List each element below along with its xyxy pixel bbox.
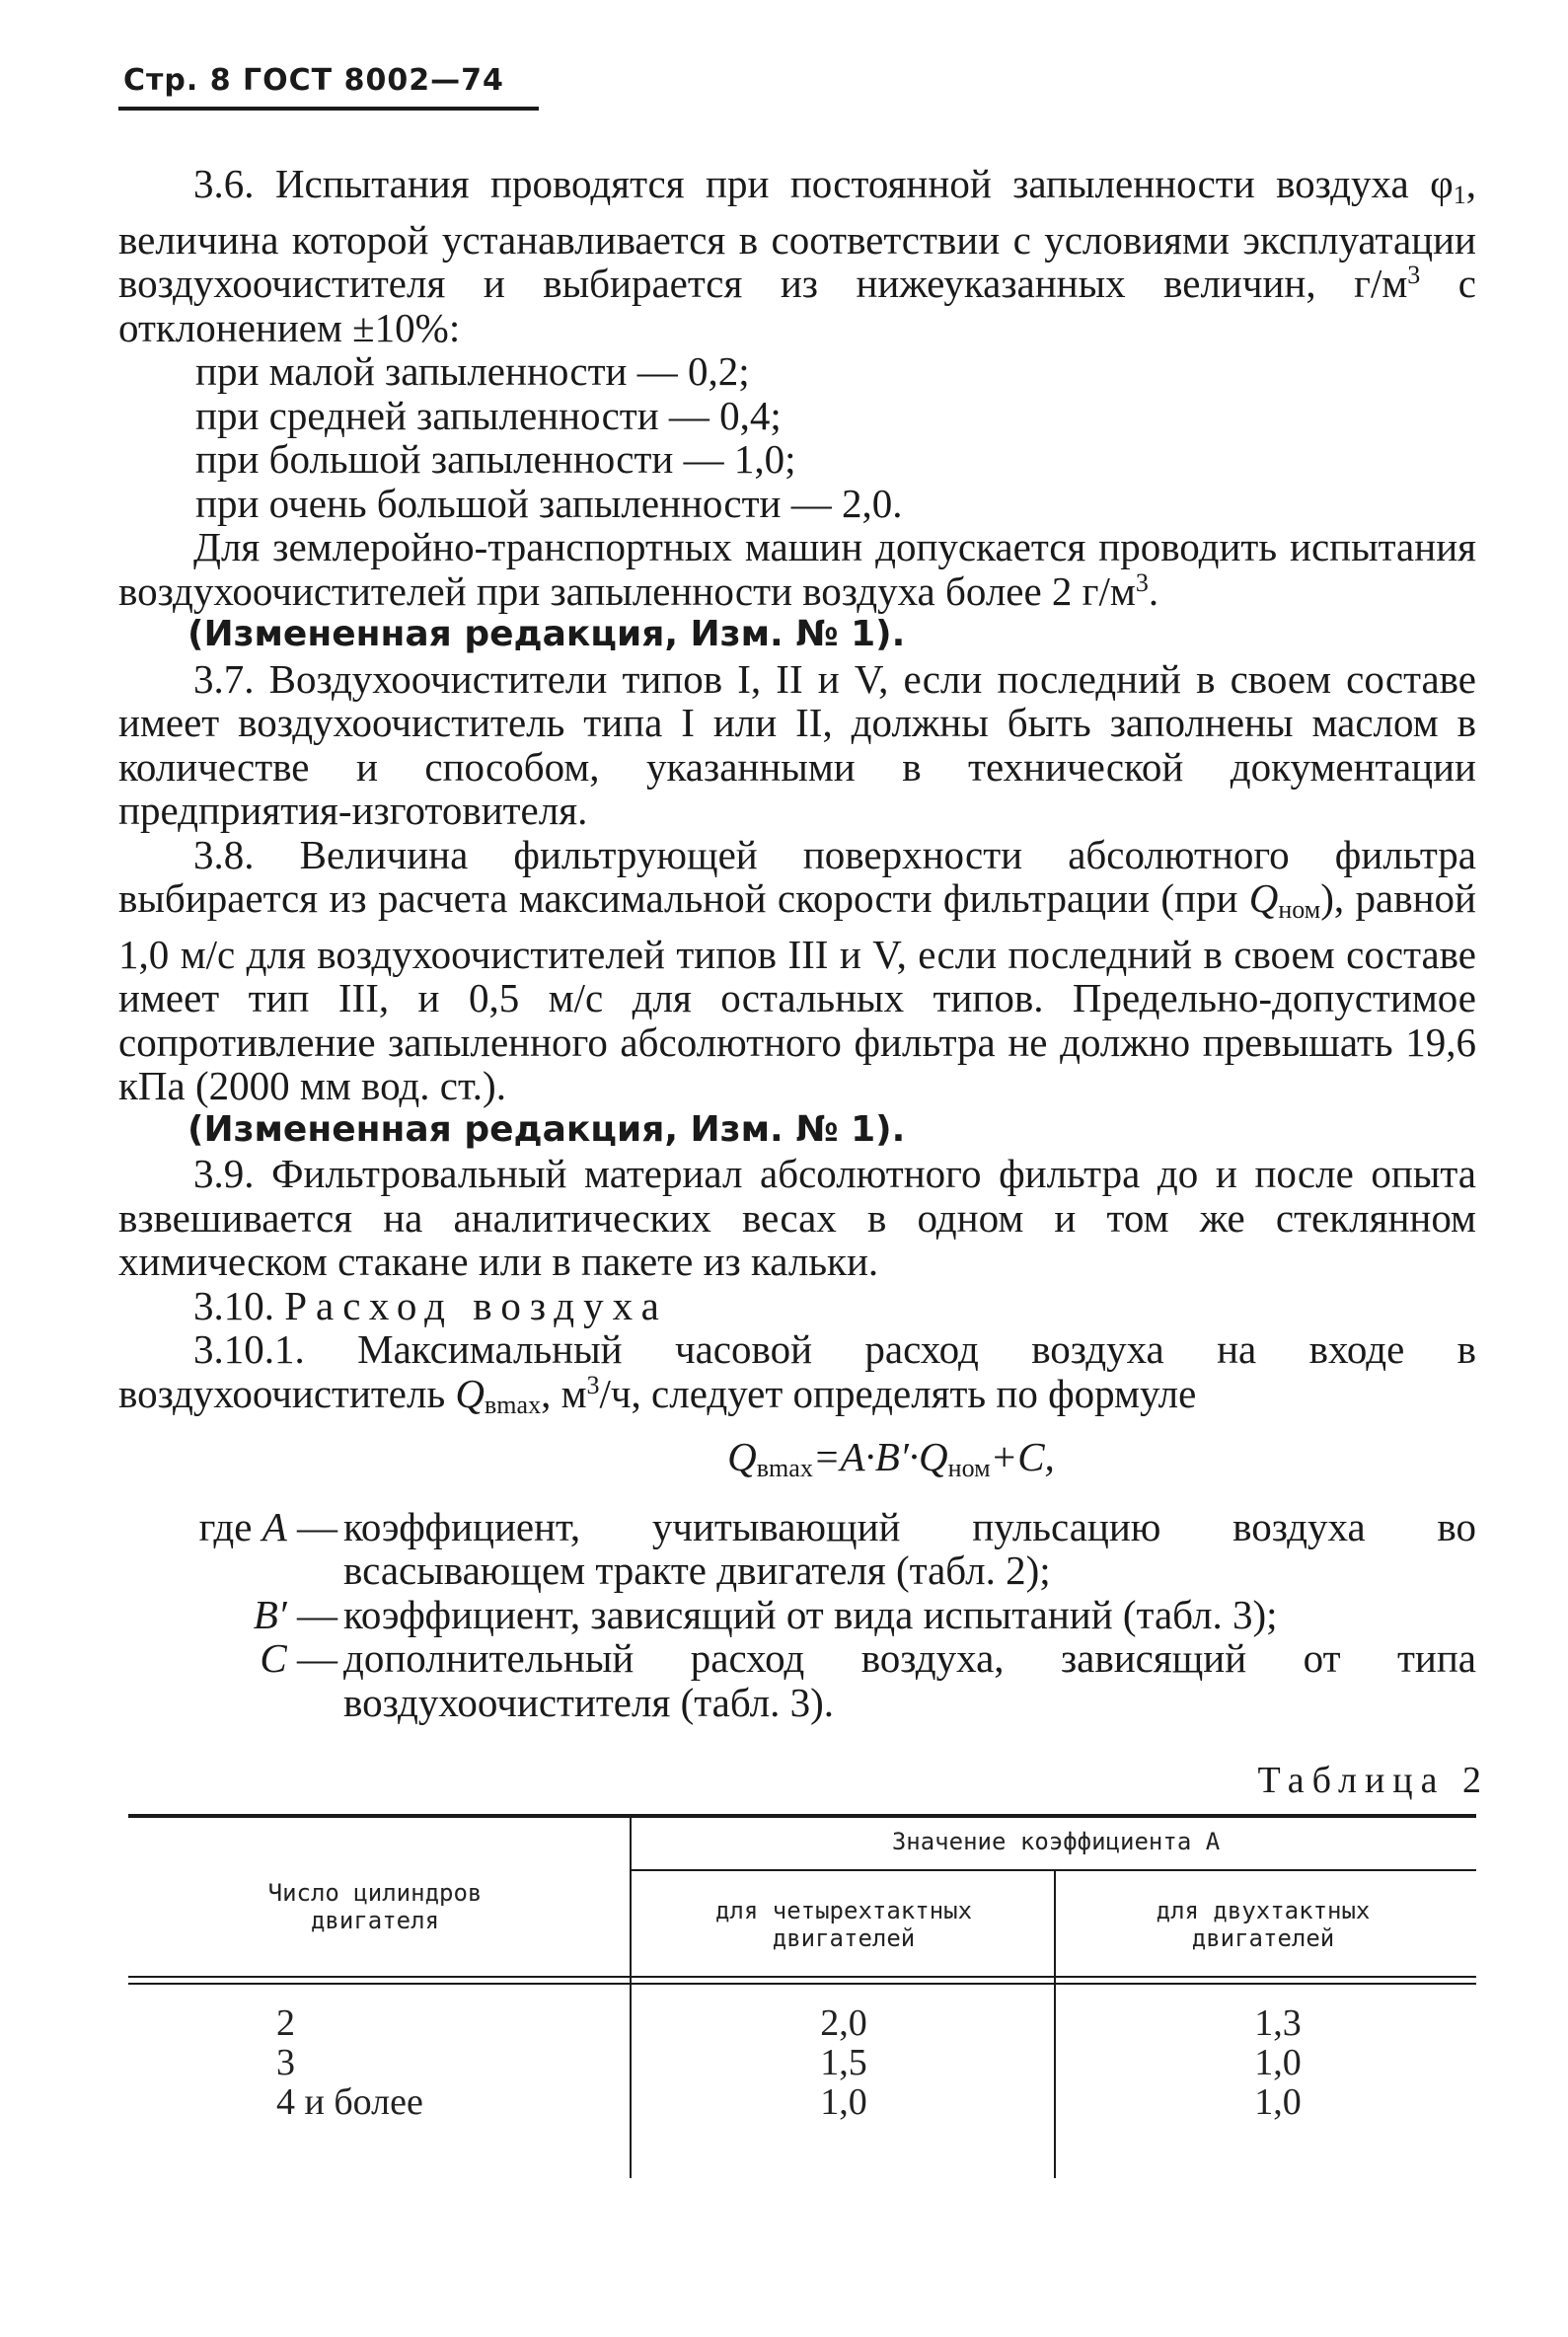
header-rule	[118, 107, 539, 111]
legend-text: дополнительный расход воздуха, зависящий от типа воздухоочистителя (табл. 3).	[343, 1635, 1476, 1725]
legend-text: коэффициент, зависящий от вида испытаний (табл. 3);	[343, 1591, 1278, 1637]
coefficient-table	[128, 1814, 1476, 2189]
table-header-rule	[128, 1983, 1476, 1985]
legend-symbol: C —	[260, 1635, 337, 1681]
cell-two-stroke: 1,0	[1254, 2042, 1302, 2083]
table-divider	[1054, 1871, 1056, 2178]
column-header-cylinders: Число цилиндров двигателя	[267, 1879, 483, 1934]
amendment-note: (Измененная редакция, Изм. № 1).	[187, 1108, 906, 1150]
paragraph-3-9: 3.9. Фильтровальный материал абсолютного фильтра до и после опыта взвешивается на аналитических весах в одном и том же стеклянном химическом стакане или в пакете из кальки.	[118, 1151, 1476, 1284]
cell-four-stroke: 1,5	[820, 2042, 867, 2083]
cell-cylinders: 2	[276, 2002, 295, 2044]
amendment-note: (Измененная редакция, Изм. № 1).	[187, 614, 906, 654]
paragraph-3-7: 3.7. Воздухоочистители типов I, II и V, если последний в своем составе имеет воздухоочиститель типа I или II, должны быть заполнены маслом в количестве и способом, указанными в технической документации предприятия-изготовителя.	[118, 655, 1476, 833]
cell-two-stroke: 1,3	[1254, 2002, 1302, 2044]
column-header-two-stroke: для двухтактных двигателей	[1156, 1897, 1371, 1952]
formula-legend	[118, 1505, 1476, 1725]
cell-cylinders: 3	[276, 2042, 295, 2083]
table-header-rule	[128, 1976, 1476, 1978]
cell-cylinders: 4 и более	[276, 2081, 423, 2123]
dust-level-item: при малой запыленности — 0,2;	[195, 348, 750, 394]
paragraph-3-6-note: Для землеройно-транспортных машин допускается проводить испытания воздухоочистителей при запыленности воздуха более 2 $г/м^3$.	[118, 524, 1476, 614]
column-header-four-stroke: для четырехтактных двигателей	[714, 1897, 973, 1952]
page-header: Стр. 8 ГОСТ 8002—74	[123, 63, 504, 98]
section-3-10-heading: 3.10. Расход воздуха	[193, 1282, 668, 1328]
dust-level-item: при очень большой запыленности — 2,0.	[195, 480, 903, 526]
paragraph-3-10-1: 3.10.1. Максимальный часовой расход воздуха на входе в воздухоочиститель $Q_{вmax}$, $м^3/ч$, следует определять по формуле	[118, 1326, 1476, 1419]
cell-four-stroke: 2,0	[820, 2002, 867, 2044]
cell-two-stroke: 1,0	[1254, 2081, 1302, 2123]
table-caption: Таблица 2	[1257, 1760, 1489, 1801]
table-top-rule	[128, 1814, 1476, 1818]
cell-four-stroke: 1,0	[820, 2081, 867, 2123]
legend-symbol: B′ —	[253, 1591, 337, 1637]
paragraph-3-8: 3.8. Величина фильтрующей поверхности абсолютного фильтра выбирается из расчета максимальной скорости фильтрации (при $Q_{ном}$), равной 1,0 м/с для воздухоочистителей типов III и V, если последний в своем составе имеет тип III, и 0,5 м/с для остальных типов. Предельно-допустимое сопротивление запыленного абсолютного фильтра не должно превышать 19,6 кПа (2000 мм вод. ст.).	[118, 831, 1476, 1108]
dust-level-item: при средней запыленности — 0,4;	[195, 392, 782, 438]
document-body	[118, 162, 1476, 1724]
legend-text: коэффициент, учитывающий пульсацию воздуха во всасывающем тракте двигателя (табл. 2);	[343, 1503, 1476, 1593]
group-header-coefficient: Значение коэффициента A	[891, 1828, 1221, 1855]
table-divider	[630, 1818, 632, 2178]
legend-symbol: где A —	[198, 1503, 337, 1549]
paragraph-3-6: 3.6. Испытания проводятся при постоянной запыленности воздуха $\varphi_1$, величина которой устанавливается в соответствии с условиями эксплуатации воздухоочистителя и выбирается из нижеуказанных величин, $г/м^3$ с отклонением ±10%:	[118, 161, 1476, 350]
dust-level-item: при большой запыленности — 1,0;	[195, 436, 796, 482]
formula-qvmax: $Q_{вmax}=A\cdot B'\cdot Q_{ном}+C$,	[727, 1434, 1055, 1482]
